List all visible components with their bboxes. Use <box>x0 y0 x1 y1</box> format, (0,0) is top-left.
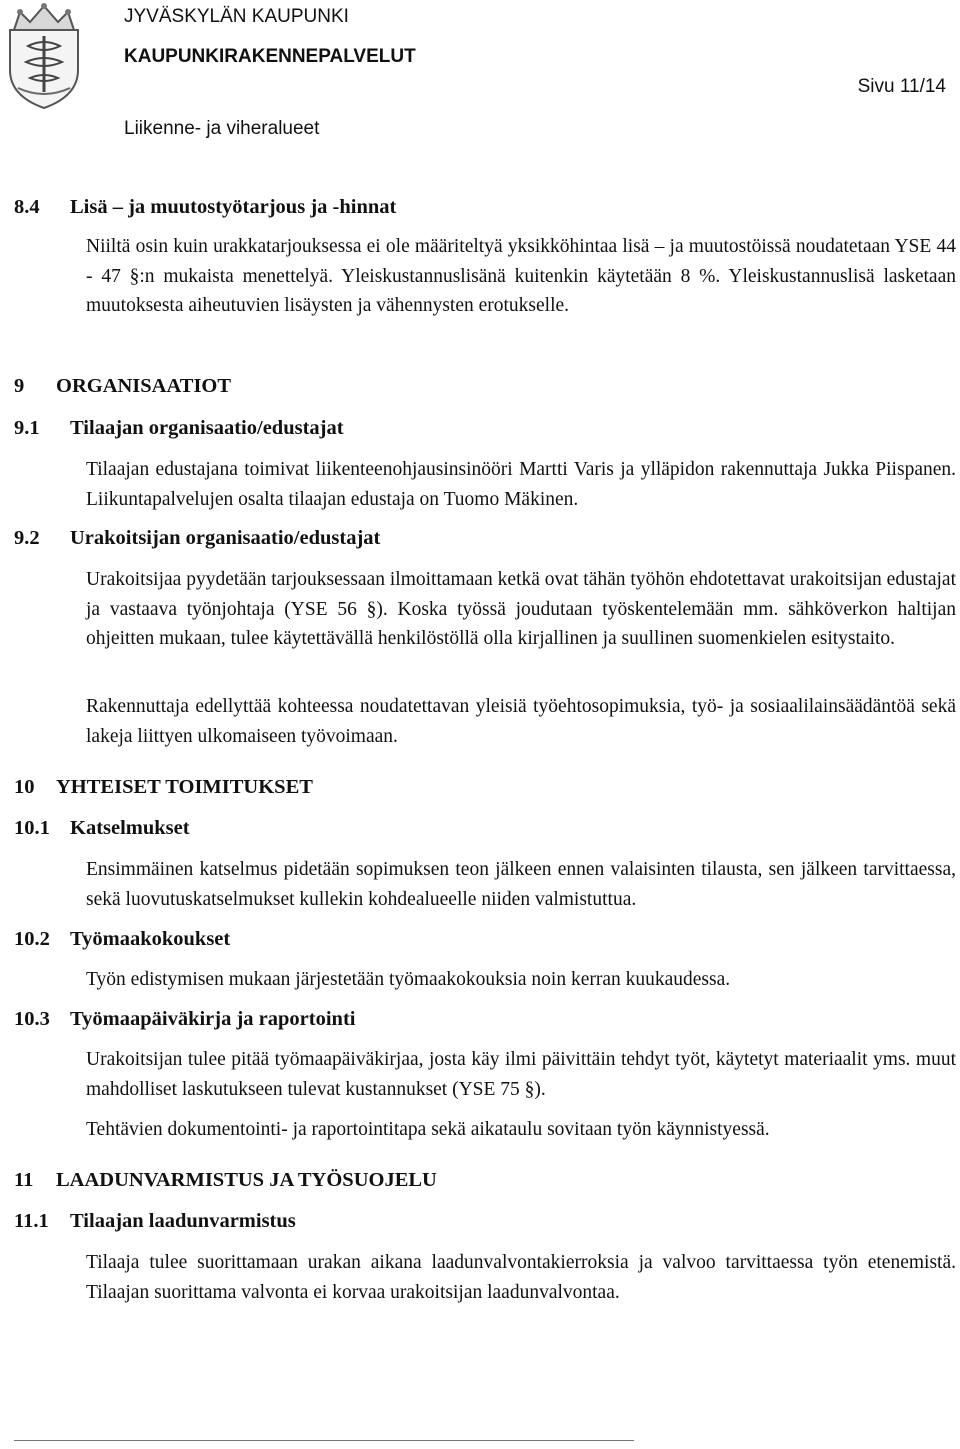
page-number: Sivu 11/14 <box>857 76 946 97</box>
footer-rule <box>14 1440 634 1441</box>
section-title: Tilaajan organisaatio/edustajat <box>70 417 344 439</box>
section-heading-11 <box>14 1169 437 1192</box>
section-heading-9-1 <box>14 417 344 440</box>
paragraph: Tilaajan edustajana toimivat liikenteenohjausinsinööri Martti Varis ja ylläpidon rakennuttaja Jukka Piispanen. Liikuntapalvelujen osalta tilaajan edustaja on Tuomo Mäkinen. <box>86 459 956 510</box>
section-heading-9 <box>14 375 232 398</box>
section-heading-10 <box>14 776 313 799</box>
section-number: 10 <box>14 776 35 798</box>
paragraph: Ensimmäinen katselmus pidetään sopimuksen teon jälkeen ennen valaisinten tilausta, sen jälkeen tarvittaessa, sekä luovutuskatselmukset kullekin kohdealueelle niiden valmistuttua. <box>86 859 956 910</box>
section-number: 9 <box>14 375 25 397</box>
section-number: 10.1 <box>14 817 50 839</box>
section-title: Lisä – ja muutostyötarjous ja -hinnat <box>70 196 397 218</box>
section-title: YHTEISET TOIMITUKSET <box>56 776 313 798</box>
section-number: 10.3 <box>14 1008 50 1030</box>
city-crest-logo <box>2 0 86 112</box>
section-number: 11.1 <box>14 1210 49 1232</box>
section-heading-10-1 <box>14 817 190 840</box>
section-heading-11-1 <box>14 1210 296 1233</box>
unit-name: Liikenne- ja viheralueet <box>124 118 320 139</box>
department-name: KAUPUNKIRAKENNEPALVELUT <box>124 46 416 67</box>
section-heading-8-4 <box>14 196 397 219</box>
section-title: Katselmukset <box>70 817 190 839</box>
section-title: LAADUNVARMISTUS JA TYÖSUOJELU <box>56 1169 437 1191</box>
paragraph: Tehtävien dokumentointi- ja raportointitapa sekä aikataulu sovitaan työn käynnistyessä. <box>86 1119 770 1140</box>
paragraph: Rakennuttaja edellyttää kohteessa noudatettavan yleisiä työehtosopimuksia, työ- ja sosiaalilainsäädäntöä sekä lakeja liittyen ulkomaiseen työvoimaan. <box>86 696 956 747</box>
section-heading-9-2 <box>14 527 381 550</box>
paragraph: Työn edistymisen mukaan järjestetään työmaakokouksia noin kerran kuukaudessa. <box>86 969 731 990</box>
paragraph: Urakoitsijaa pyydetään tarjouksessaan ilmoittamaan ketkä ovat tähän työhön ehdotettavat urakoitsijan edustajat ja vastaava työnjohtaja (YSE 56 §). Koska työssä joudutaan työskentelemään mm. sähköverkon haltijan ohjeitten mukaan, tulee käytettävällä henkilöstöllä olla kirjallinen ja suullinen suomenkielen esitystaito. <box>86 569 956 649</box>
paragraph: Niiltä osin kuin urakkatarjouksessa ei ole määriteltyä yksikköhintaa lisä – ja muutostöissä noudatetaan YSE 44 - 47 §:n mukaista menettelyä. Yleiskustannuslisänä kuitenkin käytetään 8 %. Yleiskustannuslisä lasketaan muutoksesta aiheutuvien lisäysten ja vähennysten erotukselle. <box>86 236 956 316</box>
section-heading-10-3 <box>14 1008 356 1031</box>
section-title: Työmaakokoukset <box>70 928 231 950</box>
section-title: Urakoitsijan organisaatio/edustajat <box>70 527 381 549</box>
organization-name: JYVÄSKYLÄN KAUPUNKI <box>124 6 349 27</box>
section-number: 10.2 <box>14 928 50 950</box>
section-title: Tilaajan laadunvarmistus <box>70 1210 296 1232</box>
paragraph: Urakoitsijan tulee pitää työmaapäiväkirjaa, josta käy ilmi päivittäin tehdyt työt, käytetyt materiaalit yms. muut mahdolliset laskutukseen tulevat kustannukset (YSE 75 §). <box>86 1049 956 1100</box>
section-number: 11 <box>14 1169 34 1191</box>
section-heading-10-2 <box>14 928 231 951</box>
paragraph: Tilaaja tulee suorittamaan urakan aikana laadunvalvontakierroksia ja valvoo tarvittaessa työn etenemistä. Tilaajan suorittama valvonta ei korvaa urakoitsijan laadunvalvontaa. <box>86 1252 956 1303</box>
section-number: 9.1 <box>14 417 40 439</box>
section-title: Työmaapäiväkirja ja raportointi <box>70 1008 356 1030</box>
section-number: 9.2 <box>14 527 40 549</box>
section-title: ORGANISAATIOT <box>56 375 232 397</box>
section-number: 8.4 <box>14 196 40 218</box>
